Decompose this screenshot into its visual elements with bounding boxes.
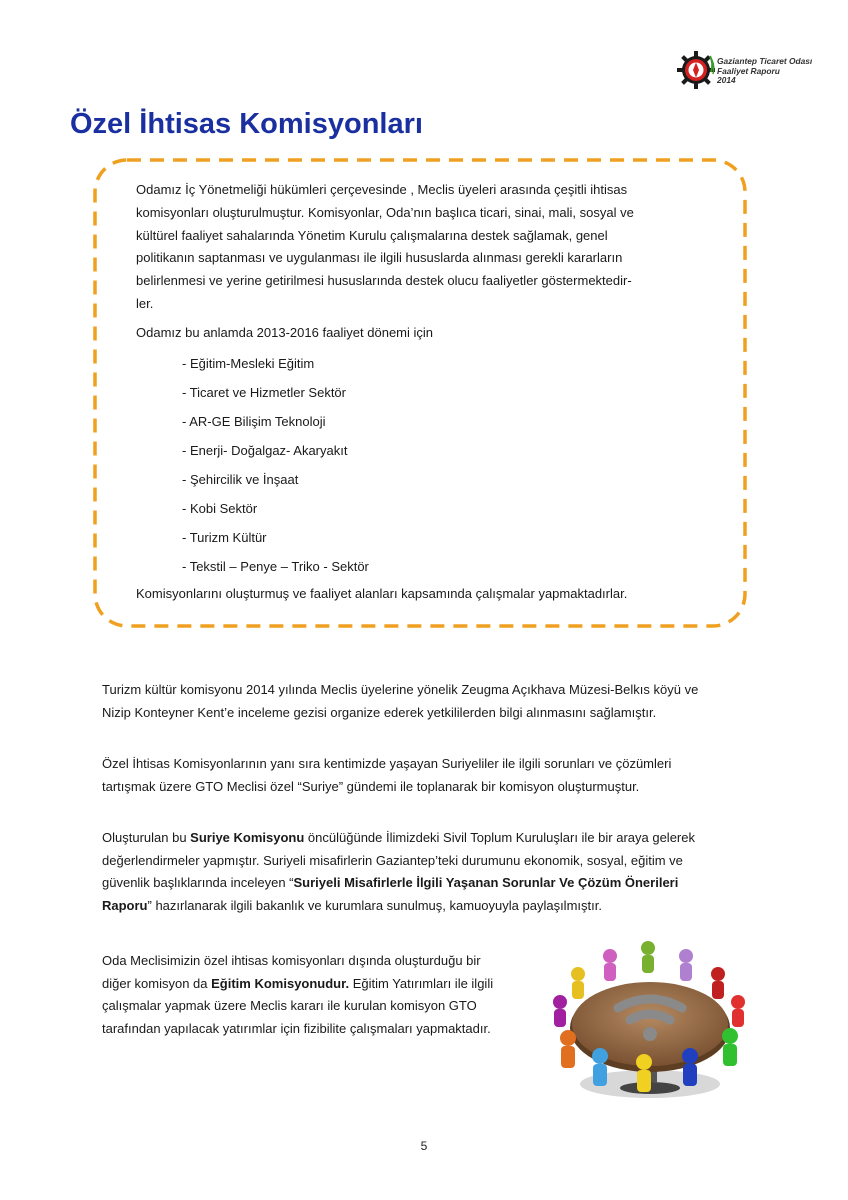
logo-text [717,57,812,86]
committee-item: - Şehircilik ve İnşaat [182,472,299,487]
committee-item: - Enerji- Doğalgaz- Akaryakıt [182,443,348,458]
education-paragraph [102,950,494,1041]
text-span: öncülüğünde İlimizdeki Sivil Toplum Kuruluşları ile bir araya gelerek değerlendirmeler yapmıştır. Suriyeli misafirlerin Gaziantep’teki durumunu ekonomik, sosyal, eğitim ve güvenlik başlıklarında inceleyen “ [102,830,695,891]
syria-intro-paragraph: Özel İhtisas Komisyonlarının yanı sıra kentimizde yaşayan Suriyeliler ile ilgili sorunları ve çözümleri tartışmak üzere GTO Meclisi özel “Suriye” gündemi ile toplanarak bir komisyon oluşturmuştur. [102,756,672,794]
committee-item: - Eğitim-Mesleki Eğitim [182,356,315,371]
meeting-table-illustration [540,938,758,1108]
intro-line: kültürel faaliyet sahalarında Yönetim Kurulu çalışmalarına destek sağlamak, genel [136,227,608,243]
intro-text-block [136,179,692,345]
tourism-paragraph: Turizm kültür komisyonu 2014 yılında Meclis üyelerine yönelik Zeugma Açıkhava Müzesi-Belkıs köyü ve Nizip Konteyner Kent’e inceleme gezisi organize ederek yetkililerden bilgi alınmasını sağlamıştır. [102,682,699,720]
committee-item: - Kobi Sektör [182,501,258,516]
committee-item: - AR-GE Bilişim Teknoloji [182,414,326,429]
report-title: Suriyeli Misafirlerle İlgili Yaşanan Sorunlar Ve Çözüm Önerileri Raporu [102,875,679,914]
committee-item: - Ticaret ve Hizmetler Sektör [182,385,346,400]
intro-line: Odamız İç Yönetmeliği hükümleri çerçevesinde , Meclis üyeleri arasında çeşitli ihtisas [136,182,628,197]
intro-line: komisyonları oluşturulmuştur. Komisyonlar, Oda’nın başlıca ticari, sinai, mali, sosyal ve [136,204,634,220]
intro-line: politikanın saptanması ve uygulanması ile ilgili hususlarda alınması gerekli kararların [136,250,623,266]
logo-line-3: 2014 [717,75,736,86]
intro-line: ler. [136,295,154,311]
syria-committee-paragraph [102,827,714,918]
text-span: Oluşturulan bu [102,830,191,845]
page-title: Özel İhtisas Komisyonları [70,108,423,140]
text-span: Oda Meclisimizin özel ihtisas komisyonları dışında oluşturduğu bir diğer komisyon da [102,953,481,991]
closing-line: Komisyonlarını oluşturmuş ve faaliyet alanları kapsamında çalışmalar yapmaktadırlar. [136,586,628,601]
education-committee-name: Eğitim Komisyonudur. [211,975,350,991]
text-span: ” hazırlanarak ilgili bakanlık ve kurumlara sunulmuş, kamuoyuyla paylaşılmıştır. [147,898,602,914]
gto-logo [676,50,826,90]
committee-item: - Turizm Kültür [182,530,267,545]
intro-line: belirlenmesi ve yerine getirilmesi hususlarında destek olucu faaliyetler göstermektedir- [136,273,632,289]
committee-item: - Tekstil – Penye – Triko - Sektör [182,559,369,574]
page-number: 5 [420,1139,428,1153]
logo-line-1: Gaziantep Ticaret Odası [717,56,813,66]
gear-logo-icon [676,50,716,90]
period-line: Odamız bu anlamda 2013-2016 faaliyet dönemi için [136,324,434,340]
logo-line-2: Faaliyet Raporu [717,65,780,76]
text-span: Eğitim Yatırımları ile ilgili çalışmalar yapmak üzere Meclis kararı ile kurulan komisyon GTO tarafından yapılacak yatırımlar için fizibilite çalışmaları yapmaktadır. [102,975,494,1037]
syria-committee-name: Suriye Komisyonu [190,830,305,845]
